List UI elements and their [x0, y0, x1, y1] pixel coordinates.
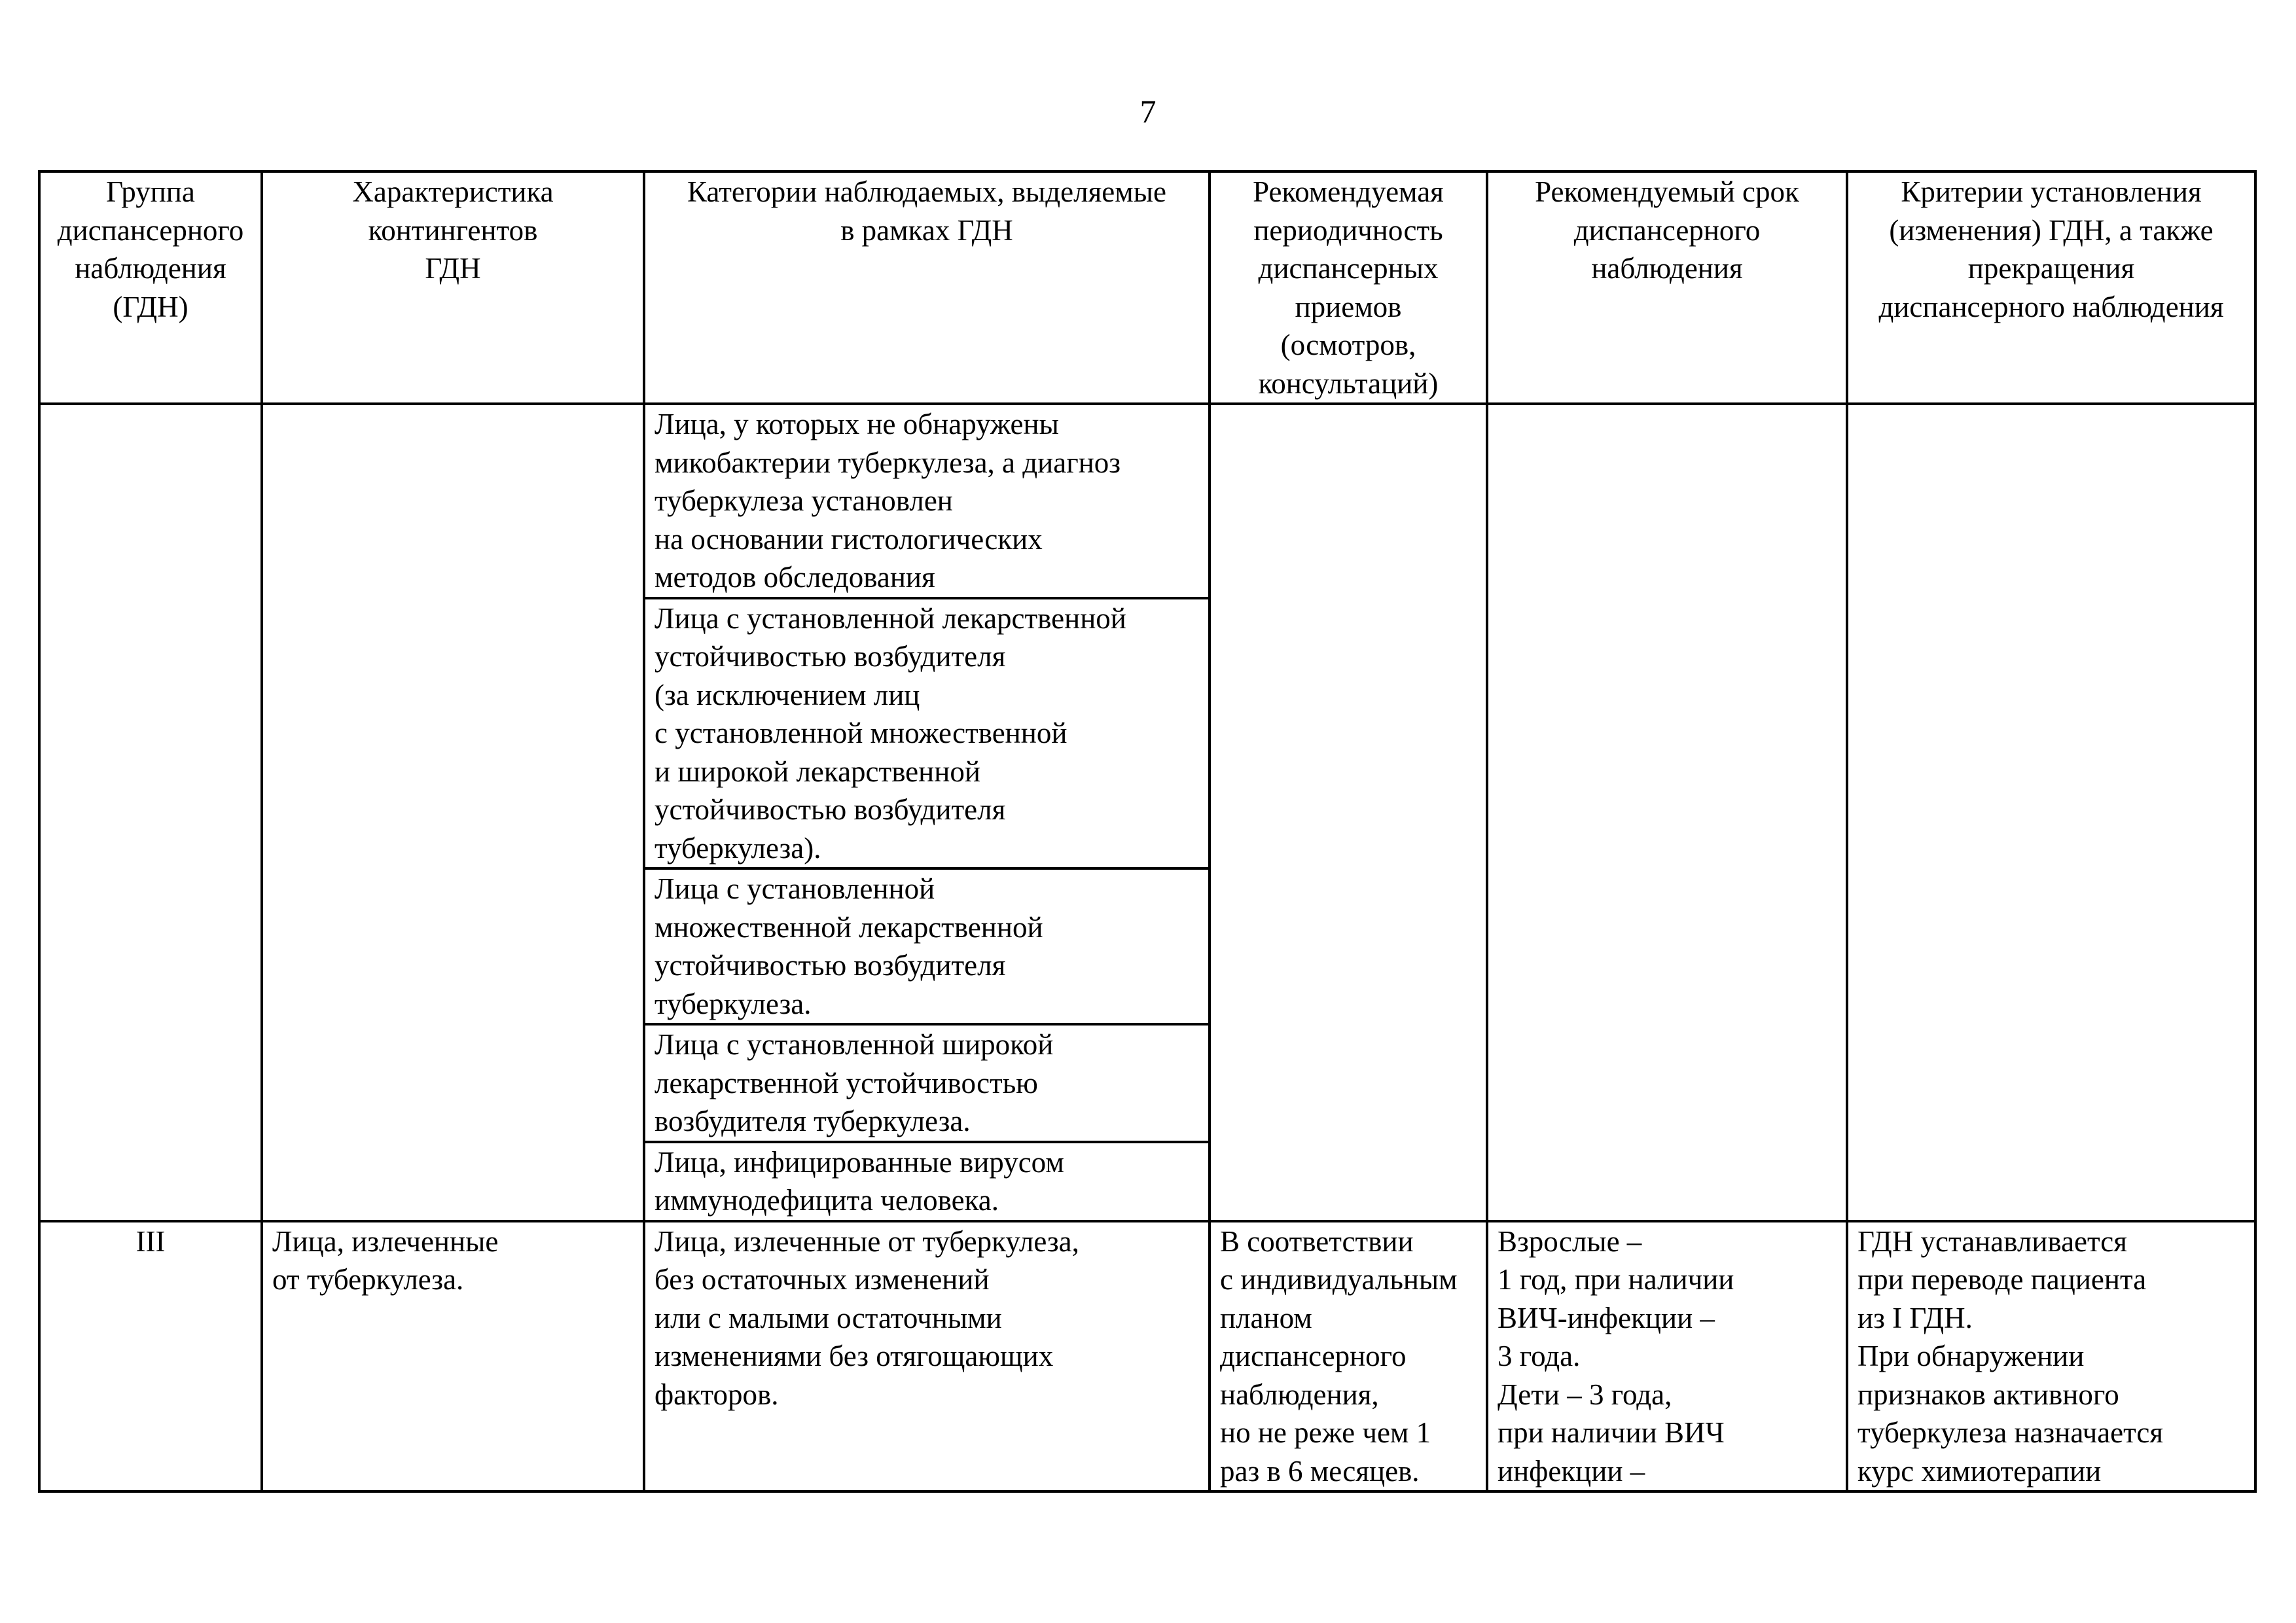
- category-cell: Лица, инфицированные вирусом иммунодефицита человека.: [644, 1142, 1210, 1221]
- header-periodicity: Рекомендуемая периодичность диспансерных приемов (осмотров, консультаций): [1210, 171, 1487, 404]
- duration-cell-continued: [1487, 404, 1847, 1221]
- characteristic-cell-continued: [262, 404, 644, 1221]
- duration-cell: Взрослые – 1 год, при наличии ВИЧ-инфекции – 3 года. Дети – 3 года, при наличии ВИЧ инфекции –: [1487, 1221, 1847, 1492]
- criteria-cell-continued: [1847, 404, 2255, 1221]
- header-categories: Категории наблюдаемых, выделяемые в рамках ГДН: [644, 171, 1210, 404]
- header-criteria: Критерии установления (изменения) ГДН, а также прекращения диспансерного наблюдения: [1847, 171, 2255, 404]
- category-cell: Лица, излеченные от туберкулеза, без остаточных изменений или с малыми остаточными изменениями без отягощающих факторов.: [644, 1221, 1210, 1492]
- page-number: 7: [1139, 93, 1157, 130]
- characteristic-cell: Лица, излеченные от туберкулеза.: [262, 1221, 644, 1492]
- header-characteristic: Характеристика контингентов ГДН: [262, 171, 644, 404]
- table-header-row: [39, 171, 2255, 404]
- table-row: [39, 404, 2255, 598]
- header-group: Группа диспансерного наблюдения (ГДН): [39, 171, 262, 404]
- category-cell: Лица с установленной лекарственной устойчивостью возбудителя (за исключением лиц с установленной множественной и широкой лекарственной устойчивостью возбудителя туберкулеза).: [644, 598, 1210, 869]
- dispensary-observation-table: [38, 170, 2257, 1493]
- periodicity-cell: В соответствии с индивидуальным планом диспансерного наблюдения, но не реже чем 1 раз в 6 месяцев.: [1210, 1221, 1487, 1492]
- category-cell: Лица, у которых не обнаружены микобактерии туберкулеза, а диагноз туберкулеза установлен на основании гистологических методов обследования: [644, 404, 1210, 598]
- criteria-cell: ГДН устанавливается при переводе пациента из I ГДН. При обнаружении признаков активного туберкулеза назначается курс химиотерапии: [1847, 1221, 2255, 1492]
- table-row-group-three: [39, 1221, 2255, 1492]
- header-duration: Рекомендуемый срок диспансерного наблюдения: [1487, 171, 1847, 404]
- periodicity-cell-continued: [1210, 404, 1487, 1221]
- category-cell: Лица с установленной множественной лекарственной устойчивостью возбудителя туберкулеза.: [644, 868, 1210, 1024]
- category-cell: Лица с установленной широкой лекарственной устойчивостью возбудителя туберкулеза.: [644, 1024, 1210, 1142]
- group-cell-continued: [39, 404, 262, 1221]
- group-number-cell: III: [39, 1221, 262, 1492]
